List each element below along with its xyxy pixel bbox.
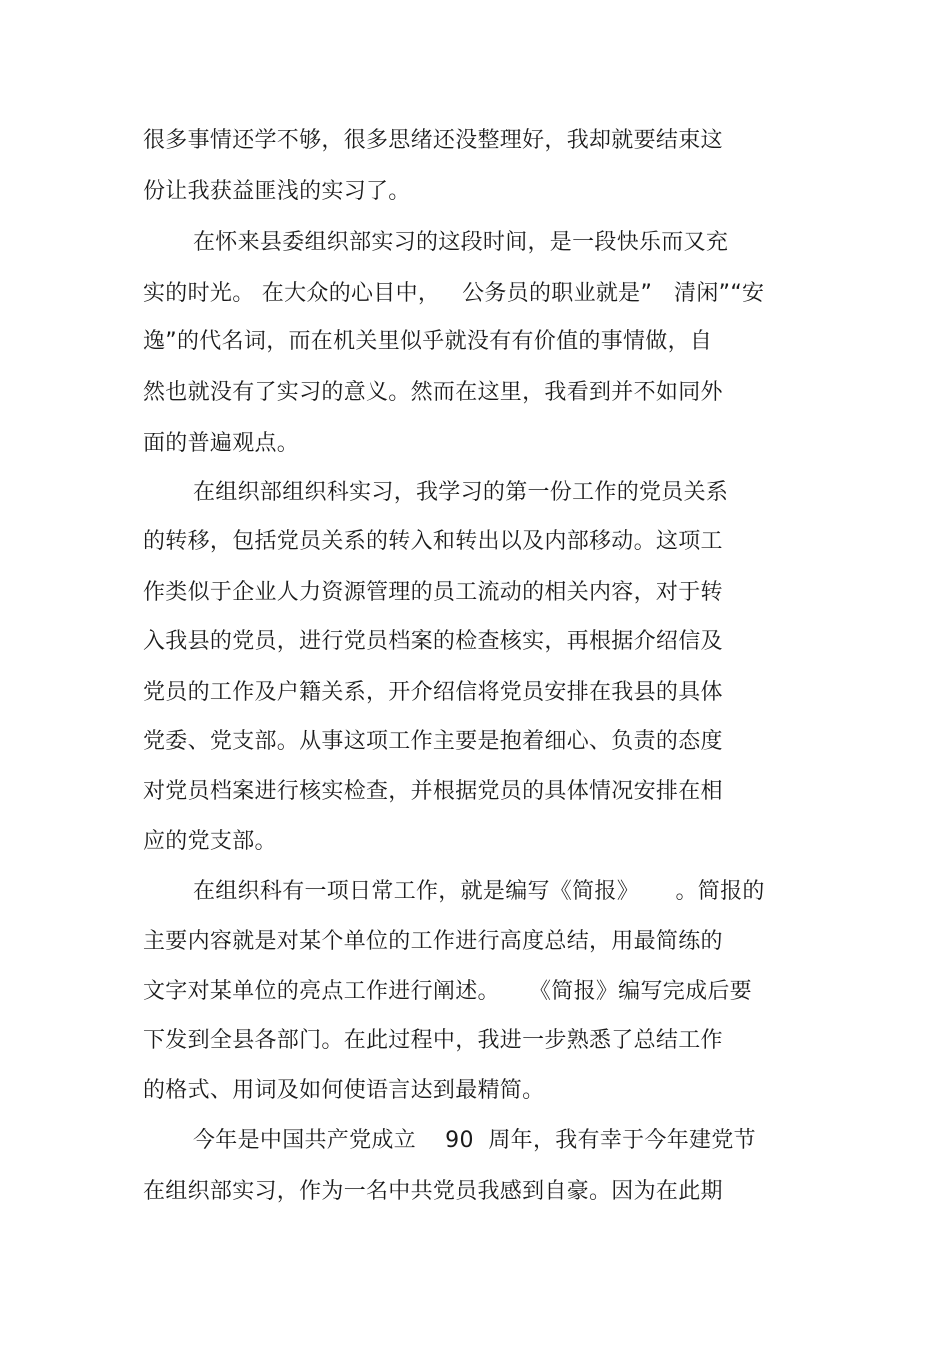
paragraph-first-line: 在组织部组织科实习，我学习的第一份工作的党员关系 [193, 480, 729, 505]
paragraph-first-line: 今年是中国共产党成立 90 周年，我有幸于今年建党节 [193, 1128, 756, 1153]
text-line: 文字对某单位的亮点工作进行阐述。 《简报》编写完成后要 [143, 979, 752, 1004]
text-line: 党员的工作及户籍关系，开介绍信将党员安排在我县的具体 [143, 680, 723, 705]
text-line: 很多事情还学不够，很多思绪还没整理好，我却就要结束这 [143, 128, 723, 153]
text-line: 对党员档案进行核实检查，并根据党员的具体情况安排在相 [143, 779, 723, 804]
text-line: 下发到全县各部门。在此过程中，我进一步熟悉了总结工作 [143, 1028, 723, 1053]
text-line: 面的普遍观点。 [143, 431, 300, 456]
text-line: 实的时光。 在大众的心目中， 公务员的职业就是” 清闲”“安 [143, 281, 765, 306]
text-line: 然也就没有了实习的意义。然而在这里，我看到并不如同外 [143, 380, 723, 405]
text-line: 主要内容就是对某个单位的工作进行高度总结，用最简练的 [143, 929, 723, 954]
text-line: 入我县的党员，进行党员档案的检查核实，再根据介绍信及 [143, 629, 723, 654]
text-line: 的转移，包括党员关系的转入和转出以及内部移动。这项工 [143, 529, 723, 554]
text-line: 应的党支部。 [143, 829, 277, 854]
text-line: 在组织部实习，作为一名中共党员我感到自豪。因为在此期 [143, 1179, 723, 1204]
text-line: 份让我获益匪浅的实习了。 [143, 179, 411, 204]
text-line: 的格式、用词及如何使语言达到最精简。 [143, 1078, 545, 1103]
paragraph-first-line: 在怀来县委组织部实习的这段时间，是一段快乐而又充 [193, 230, 729, 255]
paragraph-first-line: 在组织科有一项日常工作，就是编写《简报》 。简报的 [193, 879, 765, 904]
text-line: 逸”的代名词，而在机关里似乎就没有有价值的事情做，自 [143, 329, 713, 354]
text-line: 作类似于企业人力资源管理的员工流动的相关内容，对于转 [143, 580, 723, 605]
text-line: 党委、党支部。从事这项工作主要是抱着细心、负责的态度 [143, 729, 723, 754]
